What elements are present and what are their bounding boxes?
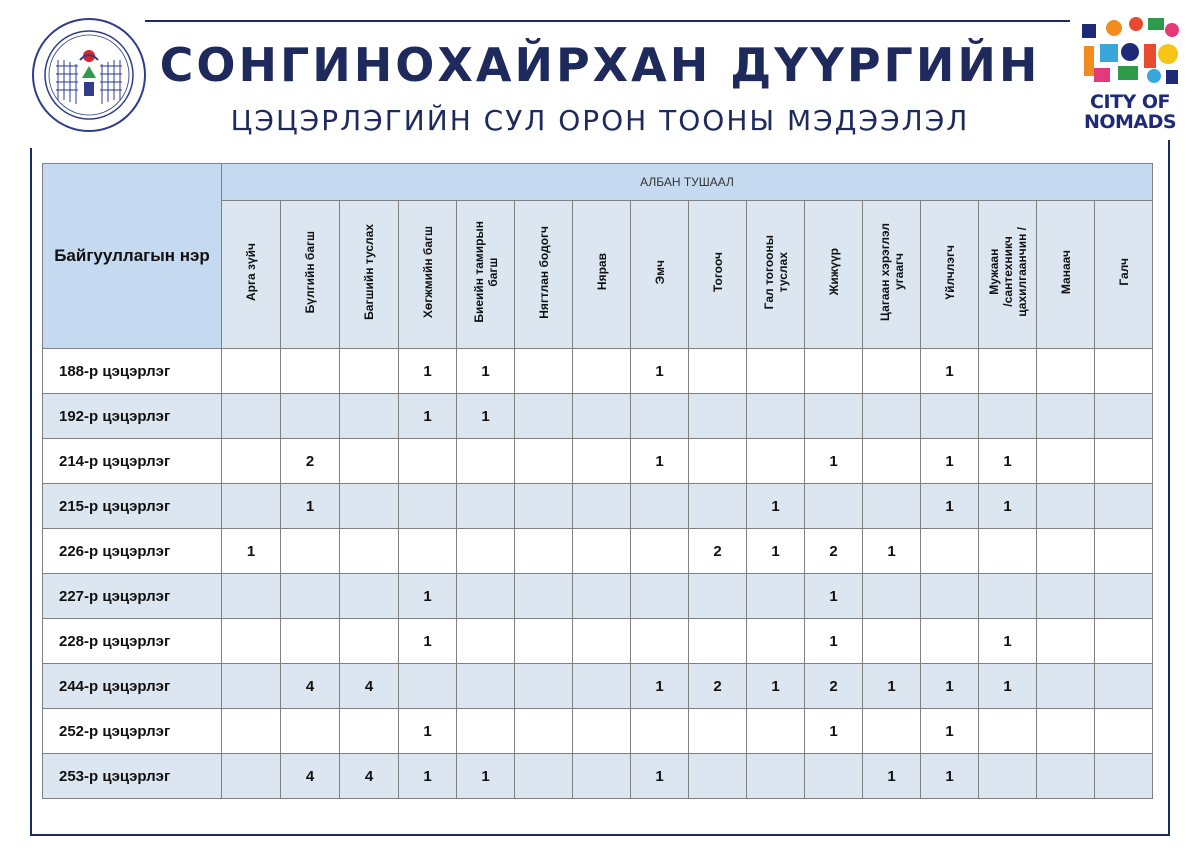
vacancy-table — [42, 163, 1153, 799]
vacancy-count-cell — [457, 484, 515, 529]
vacancy-count-cell — [863, 484, 921, 529]
vacancy-count-cell — [222, 709, 281, 754]
column-header — [573, 201, 631, 349]
frame-left-line — [30, 148, 32, 836]
vacancy-count-cell — [281, 574, 340, 619]
vacancy-count-cell — [515, 484, 573, 529]
vacancy-count-cell — [747, 709, 805, 754]
vacancy-count-cell — [222, 394, 281, 439]
vacancy-count-cell — [805, 349, 863, 394]
vacancy-count-cell — [515, 574, 573, 619]
vacancy-count-cell — [921, 529, 979, 574]
vacancy-count-cell: 1 — [979, 484, 1037, 529]
frame-bottom-line — [30, 834, 1170, 836]
vacancy-count-cell — [631, 619, 689, 664]
org-name-cell: 214-р цэцэрлэг — [43, 439, 222, 484]
vacancy-count-cell — [515, 529, 573, 574]
vacancy-count-cell — [340, 349, 399, 394]
vacancy-count-cell — [573, 529, 631, 574]
vacancy-count-cell: 1 — [399, 394, 457, 439]
vacancy-count-cell — [921, 574, 979, 619]
vacancy-count-cell — [515, 394, 573, 439]
vacancy-count-cell — [689, 349, 747, 394]
column-header-label: Арга зүйч — [244, 243, 258, 301]
org-name-cell: 215-р цэцэрлэг — [43, 484, 222, 529]
vacancy-count-cell — [863, 349, 921, 394]
vacancy-count-cell — [1037, 529, 1095, 574]
column-header — [281, 201, 340, 349]
column-header-label: Багшийн туслах — [362, 224, 376, 320]
vacancy-count-cell — [1095, 574, 1153, 619]
vacancy-count-cell: 1 — [631, 349, 689, 394]
vacancy-count-cell — [222, 349, 281, 394]
vacancy-count-cell — [281, 394, 340, 439]
vacancy-count-cell — [1037, 394, 1095, 439]
vacancy-count-cell — [222, 619, 281, 664]
vacancy-count-cell — [399, 529, 457, 574]
vacancy-count-cell — [1037, 754, 1095, 799]
table-row — [43, 709, 1153, 754]
vacancy-count-cell — [573, 484, 631, 529]
vacancy-count-cell: 1 — [631, 439, 689, 484]
column-header-label: Гал тогооны туслах — [761, 234, 790, 310]
column-header-label: Галч — [1116, 258, 1131, 286]
vacancy-count-cell — [573, 754, 631, 799]
column-header-label: Нягтлан бодогч — [536, 225, 551, 319]
city-of-nomads-text: CITY OF NOMADS — [1083, 91, 1177, 133]
column-header — [515, 201, 573, 349]
vacancy-count-cell: 4 — [281, 664, 340, 709]
column-header — [921, 201, 979, 349]
vacancy-count-cell — [979, 574, 1037, 619]
vacancy-count-cell — [863, 394, 921, 439]
vacancy-count-cell — [689, 754, 747, 799]
vacancy-count-cell: 1 — [281, 484, 340, 529]
vacancy-count-cell — [747, 619, 805, 664]
org-name-cell: 226-р цэцэрлэг — [43, 529, 222, 574]
vacancy-count-cell — [457, 439, 515, 484]
vacancy-count-cell — [1037, 484, 1095, 529]
vacancy-count-cell: 1 — [631, 754, 689, 799]
vacancy-count-cell — [1037, 709, 1095, 754]
vacancy-count-cell: 1 — [399, 349, 457, 394]
vacancy-count-cell: 1 — [921, 439, 979, 484]
vacancy-count-cell — [979, 529, 1037, 574]
vacancy-count-cell: 1 — [222, 529, 281, 574]
column-header — [631, 201, 689, 349]
vacancy-count-cell — [689, 439, 747, 484]
vacancy-count-cell — [222, 439, 281, 484]
vacancy-count-cell — [1095, 529, 1153, 574]
vacancy-count-cell — [805, 394, 863, 439]
column-header — [979, 201, 1037, 349]
vacancy-count-cell: 1 — [457, 349, 515, 394]
vacancy-count-cell — [399, 484, 457, 529]
vacancy-count-cell — [689, 574, 747, 619]
vacancy-count-cell — [979, 349, 1037, 394]
table-row — [43, 754, 1153, 799]
vacancy-count-cell: 2 — [281, 439, 340, 484]
vacancy-count-cell: 1 — [399, 619, 457, 664]
vacancy-count-cell: 2 — [689, 529, 747, 574]
vacancy-count-cell: 1 — [399, 754, 457, 799]
position-group-header: АЛБАН ТУШААЛ — [222, 164, 1153, 201]
vacancy-count-cell — [1037, 619, 1095, 664]
vacancy-count-cell — [573, 664, 631, 709]
vacancy-count-cell — [573, 349, 631, 394]
org-name-cell: 192-р цэцэрлэг — [43, 394, 222, 439]
vacancy-count-cell: 1 — [805, 709, 863, 754]
vacancy-count-cell — [631, 394, 689, 439]
frame-right-line — [1168, 140, 1170, 836]
vacancy-count-cell: 1 — [979, 619, 1037, 664]
vacancy-count-cell: 1 — [921, 484, 979, 529]
vacancy-count-cell — [515, 439, 573, 484]
vacancy-count-cell: 1 — [631, 664, 689, 709]
vacancy-count-cell — [222, 574, 281, 619]
column-header — [689, 201, 747, 349]
vacancy-count-cell — [457, 619, 515, 664]
vacancy-count-cell — [631, 709, 689, 754]
vacancy-count-cell — [340, 394, 399, 439]
vacancy-count-cell — [1037, 439, 1095, 484]
vacancy-count-cell — [1037, 664, 1095, 709]
org-name-cell: 228-р цэцэрлэг — [43, 619, 222, 664]
vacancy-count-cell: 1 — [863, 664, 921, 709]
column-header-label: Мужаан /сантехникч цахилгаанчин / — [986, 227, 1029, 317]
vacancy-count-cell: 1 — [457, 394, 515, 439]
vacancy-count-cell — [747, 394, 805, 439]
org-name-cell: 253-р цэцэрлэг — [43, 754, 222, 799]
vacancy-count-cell — [805, 484, 863, 529]
vacancy-count-cell: 1 — [863, 754, 921, 799]
vacancy-count-cell — [921, 394, 979, 439]
vacancy-count-cell: 1 — [399, 709, 457, 754]
vacancy-count-cell — [689, 619, 747, 664]
vacancy-count-cell — [573, 574, 631, 619]
vacancy-count-cell — [573, 439, 631, 484]
page-title: СОНГИНОХАЙРХАН ДҮҮРГИЙН — [159, 38, 1041, 92]
table-row — [43, 619, 1153, 664]
table-row — [43, 529, 1153, 574]
vacancy-count-cell — [979, 709, 1037, 754]
column-header-label: Биеийн тамирын багш — [471, 221, 500, 323]
vacancy-count-cell — [747, 574, 805, 619]
table-row — [43, 394, 1153, 439]
vacancy-count-cell — [515, 709, 573, 754]
vacancy-count-cell: 1 — [805, 439, 863, 484]
vacancy-count-cell — [979, 394, 1037, 439]
vacancy-count-cell — [457, 664, 515, 709]
column-header — [863, 201, 921, 349]
vacancy-count-cell — [340, 529, 399, 574]
vacancy-count-cell — [1095, 394, 1153, 439]
column-header-label: Эмч — [652, 259, 667, 285]
vacancy-count-cell — [863, 619, 921, 664]
vacancy-count-cell — [281, 349, 340, 394]
column-header-label: Нярав — [594, 253, 609, 291]
org-name-cell: 188-р цэцэрлэг — [43, 349, 222, 394]
vacancy-count-cell — [281, 619, 340, 664]
vacancy-count-cell — [222, 754, 281, 799]
vacancy-count-cell — [281, 709, 340, 754]
vacancy-count-cell: 1 — [747, 484, 805, 529]
vacancy-count-cell: 1 — [747, 529, 805, 574]
vacancy-count-cell — [457, 709, 515, 754]
vacancy-count-cell — [399, 439, 457, 484]
vacancy-count-cell — [631, 529, 689, 574]
vacancy-count-cell — [515, 664, 573, 709]
column-header-label: Манаач — [1058, 249, 1073, 295]
vacancy-count-cell — [573, 619, 631, 664]
table-row — [43, 349, 1153, 394]
column-header — [1037, 201, 1095, 349]
vacancy-count-cell: 1 — [805, 574, 863, 619]
vacancy-count-cell: 1 — [399, 574, 457, 619]
page-subtitle: ЦЭЦЭРЛЭГИЙН СУЛ ОРОН ТООНЫ МЭДЭЭЛЭЛ — [230, 104, 970, 137]
vacancy-count-cell — [631, 574, 689, 619]
vacancy-count-cell — [515, 619, 573, 664]
column-header — [1095, 201, 1153, 349]
vacancy-count-cell: 1 — [921, 709, 979, 754]
column-header — [222, 201, 281, 349]
vacancy-count-cell — [457, 529, 515, 574]
vacancy-count-cell: 1 — [921, 664, 979, 709]
vacancy-count-cell — [340, 619, 399, 664]
vacancy-count-cell — [689, 484, 747, 529]
column-header-label: Үйлчлэгч — [942, 244, 957, 300]
vacancy-count-cell: 2 — [805, 529, 863, 574]
vacancy-count-cell — [573, 709, 631, 754]
vacancy-count-cell — [281, 529, 340, 574]
vacancy-count-cell: 1 — [747, 664, 805, 709]
vacancy-count-cell — [457, 574, 515, 619]
vacancy-count-cell — [863, 439, 921, 484]
vacancy-count-cell — [1095, 664, 1153, 709]
vacancy-count-cell: 4 — [281, 754, 340, 799]
vacancy-count-cell: 1 — [979, 664, 1037, 709]
vacancy-count-cell — [1095, 349, 1153, 394]
vacancy-count-cell: 1 — [457, 754, 515, 799]
table-row — [43, 664, 1153, 709]
vacancy-count-cell — [1095, 484, 1153, 529]
vacancy-count-cell — [222, 484, 281, 529]
vacancy-count-cell: 1 — [979, 439, 1037, 484]
vacancy-count-cell — [340, 709, 399, 754]
vacancy-count-cell — [747, 754, 805, 799]
vacancy-count-cell: 2 — [689, 664, 747, 709]
org-name-header: Байгууллагын нэр — [43, 164, 222, 349]
org-name-cell: 252-р цэцэрлэг — [43, 709, 222, 754]
org-name-cell: 227-р цэцэрлэг — [43, 574, 222, 619]
vacancy-count-cell: 4 — [340, 754, 399, 799]
vacancy-count-cell — [747, 349, 805, 394]
vacancy-count-cell — [747, 439, 805, 484]
table-row — [43, 439, 1153, 484]
column-header-label: Бүлгийн багш — [303, 230, 317, 314]
vacancy-count-cell — [979, 754, 1037, 799]
vacancy-count-cell: 2 — [805, 664, 863, 709]
vacancy-count-cell — [340, 439, 399, 484]
vacancy-count-cell — [863, 709, 921, 754]
vacancy-count-cell — [689, 394, 747, 439]
vacancy-count-cell — [1037, 574, 1095, 619]
vacancy-count-cell: 1 — [863, 529, 921, 574]
column-header-label: Тогооч — [710, 251, 725, 293]
vacancy-count-cell — [689, 709, 747, 754]
vacancy-count-cell — [1095, 754, 1153, 799]
column-header — [457, 201, 515, 349]
vacancy-count-cell — [515, 349, 573, 394]
vacancy-count-cell: 4 — [340, 664, 399, 709]
vacancy-count-cell — [340, 574, 399, 619]
column-header-label: Хөгжмийн багш — [420, 225, 435, 319]
vacancy-count-cell: 1 — [921, 349, 979, 394]
column-header — [805, 201, 863, 349]
vacancy-count-cell — [1095, 619, 1153, 664]
vacancy-count-cell — [921, 619, 979, 664]
frame-top-line — [145, 20, 1070, 22]
vacancy-count-cell — [573, 394, 631, 439]
vacancy-count-cell — [631, 484, 689, 529]
vacancy-count-cell — [340, 484, 399, 529]
vacancy-count-cell — [805, 754, 863, 799]
metropolitan-education-seal-icon — [30, 16, 148, 134]
column-header — [340, 201, 399, 349]
vacancy-count-cell — [863, 574, 921, 619]
column-header-label: Цагаан хэрэглэл угаагч — [877, 222, 906, 322]
vacancy-count-cell — [222, 664, 281, 709]
vacancy-count-cell — [515, 754, 573, 799]
vacancy-count-cell — [1095, 439, 1153, 484]
column-header — [399, 201, 457, 349]
org-name-cell: 244-р цэцэрлэг — [43, 664, 222, 709]
table-row — [43, 484, 1153, 529]
vacancy-count-cell — [1095, 709, 1153, 754]
column-header-label: Жижүүр — [826, 248, 841, 296]
vacancy-count-cell: 1 — [805, 619, 863, 664]
vacancy-count-cell — [399, 664, 457, 709]
vacancy-count-cell: 1 — [921, 754, 979, 799]
vacancy-count-cell — [1037, 349, 1095, 394]
table-row — [43, 574, 1153, 619]
column-header — [747, 201, 805, 349]
